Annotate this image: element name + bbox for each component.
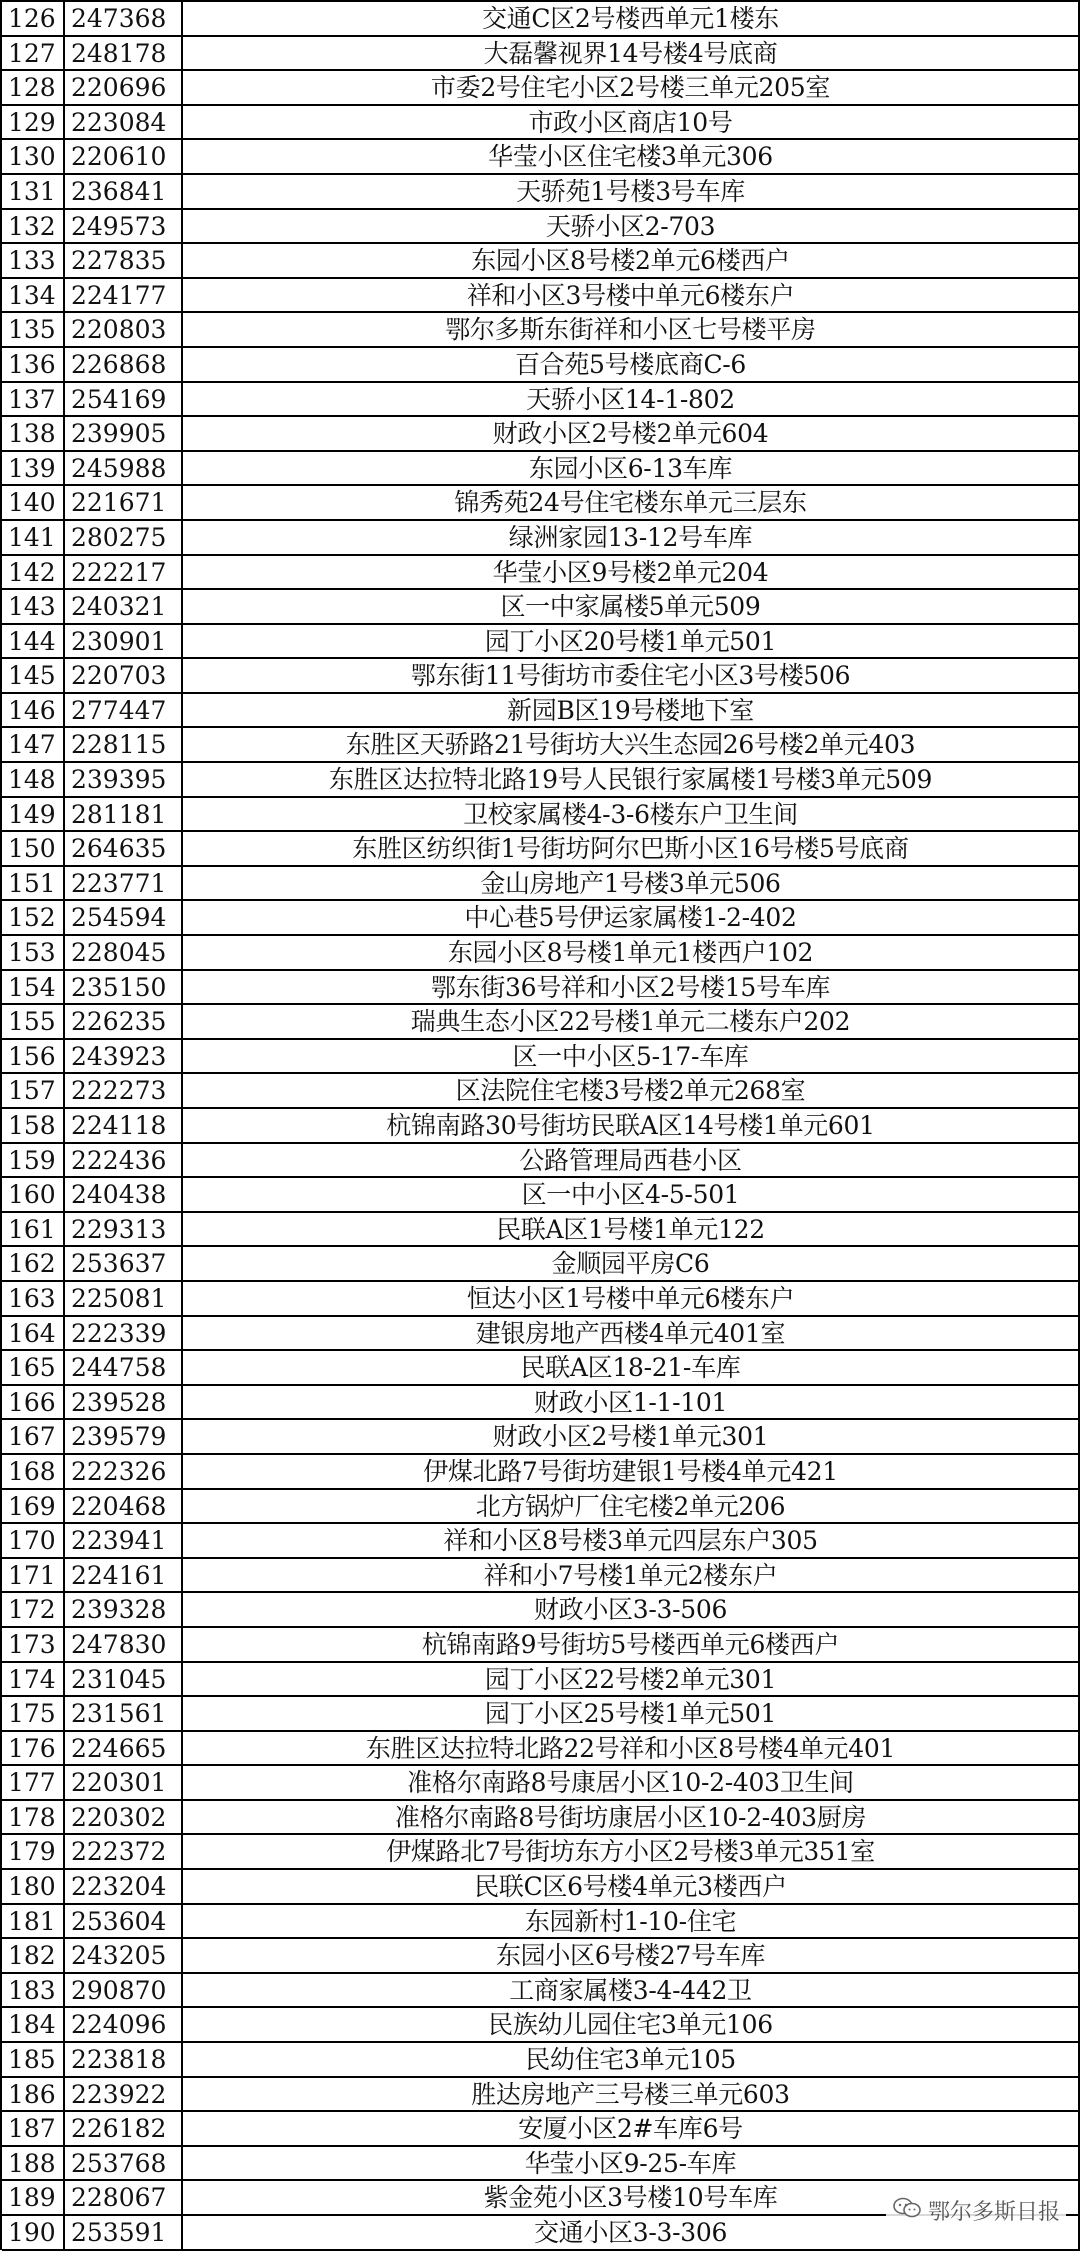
table-row bbox=[2, 2078, 1080, 2113]
table-row bbox=[2, 1282, 1080, 1317]
address-cell: 园丁小区20号楼1单元501 bbox=[183, 625, 1080, 658]
record-id-cell: 222217 bbox=[65, 556, 183, 589]
record-id-cell: 220610 bbox=[65, 140, 183, 173]
row-number-cell: 182 bbox=[2, 1939, 65, 1972]
address-cell: 东园小区6-13车库 bbox=[183, 452, 1080, 485]
row-number-cell: 184 bbox=[2, 2008, 65, 2041]
record-id-cell: 220696 bbox=[65, 71, 183, 104]
address-cell: 绿洲家园13-12号车库 bbox=[183, 521, 1080, 554]
address-cell: 华莹小区住宅楼3单元306 bbox=[183, 140, 1080, 173]
row-number-cell: 160 bbox=[2, 1178, 65, 1211]
row-number-cell: 170 bbox=[2, 1524, 65, 1557]
address-cell: 财政小区1-1-101 bbox=[183, 1386, 1080, 1419]
row-number-cell: 185 bbox=[2, 2043, 65, 2076]
table-row bbox=[2, 1905, 1080, 1940]
address-cell: 金山房地产1号楼3单元506 bbox=[183, 867, 1080, 900]
row-number-cell: 157 bbox=[2, 1074, 65, 1107]
table-row bbox=[2, 2147, 1080, 2182]
row-number-cell: 177 bbox=[2, 1766, 65, 1799]
row-number-cell: 168 bbox=[2, 1455, 65, 1488]
table-row bbox=[2, 971, 1080, 1006]
row-number-cell: 147 bbox=[2, 728, 65, 761]
table-row bbox=[2, 1420, 1080, 1455]
address-cell: 新园B区19号楼地下室 bbox=[183, 694, 1080, 727]
record-id-cell: 243205 bbox=[65, 1939, 183, 1972]
address-cell: 东胜区纺织街1号街坊阿尔巴斯小区16号楼5号底商 bbox=[183, 832, 1080, 865]
table-row bbox=[2, 383, 1080, 418]
table-row bbox=[2, 106, 1080, 141]
address-cell: 东胜区达拉特北路19号人民银行家属楼1号楼3单元509 bbox=[183, 763, 1080, 796]
table-row bbox=[2, 1213, 1080, 1248]
row-number-cell: 172 bbox=[2, 1593, 65, 1626]
row-number-cell: 186 bbox=[2, 2078, 65, 2111]
record-id-cell: 280275 bbox=[65, 521, 183, 554]
table-row bbox=[2, 590, 1080, 625]
table-row bbox=[2, 1109, 1080, 1144]
record-id-cell: 226235 bbox=[65, 1005, 183, 1038]
row-number-cell: 187 bbox=[2, 2112, 65, 2145]
record-id-cell: 240321 bbox=[65, 590, 183, 623]
record-id-cell: 231561 bbox=[65, 1697, 183, 1730]
row-number-cell: 127 bbox=[2, 37, 65, 70]
table-row bbox=[2, 1040, 1080, 1075]
address-cell: 财政小区2号楼2单元604 bbox=[183, 417, 1080, 450]
table-row bbox=[2, 1870, 1080, 1905]
address-cell: 民联C区6号楼4单元3楼西户 bbox=[183, 1870, 1080, 1903]
address-cell: 鄂东街11号街坊市委住宅小区3号楼506 bbox=[183, 659, 1080, 692]
table-row bbox=[2, 1005, 1080, 1040]
record-id-cell: 228045 bbox=[65, 936, 183, 969]
table-row bbox=[2, 2, 1080, 37]
address-cell: 华莹小区9-25-车库 bbox=[183, 2147, 1080, 2180]
row-number-cell: 180 bbox=[2, 1870, 65, 1903]
address-cell: 华莹小区9号楼2单元204 bbox=[183, 556, 1080, 589]
row-number-cell: 133 bbox=[2, 244, 65, 277]
address-cell: 园丁小区25号楼1单元501 bbox=[183, 1697, 1080, 1730]
row-number-cell: 128 bbox=[2, 71, 65, 104]
record-id-cell: 220468 bbox=[65, 1490, 183, 1523]
record-id-cell: 228115 bbox=[65, 728, 183, 761]
table-row bbox=[2, 175, 1080, 210]
record-id-cell: 249573 bbox=[65, 210, 183, 243]
address-cell: 区一中小区5-17-车库 bbox=[183, 1040, 1080, 1073]
address-cell: 区一中家属楼5单元509 bbox=[183, 590, 1080, 623]
record-id-cell: 228067 bbox=[65, 2181, 183, 2214]
row-number-cell: 165 bbox=[2, 1351, 65, 1384]
table-row bbox=[2, 244, 1080, 279]
row-number-cell: 153 bbox=[2, 936, 65, 969]
table-row bbox=[2, 1766, 1080, 1801]
address-cell: 恒达小区1号楼中单元6楼东户 bbox=[183, 1282, 1080, 1315]
row-number-cell: 154 bbox=[2, 971, 65, 1004]
record-id-cell: 223941 bbox=[65, 1524, 183, 1557]
table-row bbox=[2, 1732, 1080, 1767]
address-cell: 金顺园平房C6 bbox=[183, 1247, 1080, 1280]
record-id-cell: 225081 bbox=[65, 1282, 183, 1315]
address-cell: 大磊馨视界14号楼4号底商 bbox=[183, 37, 1080, 70]
row-number-cell: 164 bbox=[2, 1317, 65, 1350]
record-id-cell: 239528 bbox=[65, 1386, 183, 1419]
address-cell: 天骄苑1号楼3号车库 bbox=[183, 175, 1080, 208]
table-row bbox=[2, 348, 1080, 383]
row-number-cell: 175 bbox=[2, 1697, 65, 1730]
record-id-cell: 264635 bbox=[65, 832, 183, 865]
row-number-cell: 135 bbox=[2, 313, 65, 346]
address-cell: 祥和小区3号楼中单元6楼东户 bbox=[183, 279, 1080, 312]
address-cell: 杭锦南路30号街坊民联A区14号楼1单元601 bbox=[183, 1109, 1080, 1142]
table-row bbox=[2, 1351, 1080, 1386]
table-row bbox=[2, 763, 1080, 798]
row-number-cell: 130 bbox=[2, 140, 65, 173]
table-row bbox=[2, 867, 1080, 902]
record-id-cell: 223204 bbox=[65, 1870, 183, 1903]
address-cell: 伊煤路北7号街坊东方小区2号楼3单元351室 bbox=[183, 1835, 1080, 1868]
record-id-cell: 231045 bbox=[65, 1663, 183, 1696]
address-cell: 东胜区天骄路21号街坊大兴生态园26号楼2单元403 bbox=[183, 728, 1080, 761]
row-number-cell: 151 bbox=[2, 867, 65, 900]
row-number-cell: 156 bbox=[2, 1040, 65, 1073]
table-row bbox=[2, 625, 1080, 660]
table-row bbox=[2, 279, 1080, 314]
record-id-cell: 223771 bbox=[65, 867, 183, 900]
table-row bbox=[2, 1835, 1080, 1870]
address-cell: 天骄小区2-703 bbox=[183, 210, 1080, 243]
row-number-cell: 143 bbox=[2, 590, 65, 623]
record-id-cell: 220803 bbox=[65, 313, 183, 346]
record-id-cell: 245988 bbox=[65, 452, 183, 485]
address-cell: 杭锦南路9号街坊5号楼西单元6楼西户 bbox=[183, 1628, 1080, 1661]
table-row bbox=[2, 2112, 1080, 2147]
table-row bbox=[2, 313, 1080, 348]
record-id-cell: 290870 bbox=[65, 1974, 183, 2007]
table-row bbox=[2, 1559, 1080, 1594]
row-number-cell: 173 bbox=[2, 1628, 65, 1661]
record-id-cell: 277447 bbox=[65, 694, 183, 727]
row-number-cell: 145 bbox=[2, 659, 65, 692]
table-row bbox=[2, 1974, 1080, 2009]
row-number-cell: 144 bbox=[2, 625, 65, 658]
record-id-cell: 248178 bbox=[65, 37, 183, 70]
record-id-cell: 239579 bbox=[65, 1420, 183, 1453]
table-row bbox=[2, 901, 1080, 936]
address-cell: 鄂东街36号祥和小区2号楼15号车库 bbox=[183, 971, 1080, 1004]
table-row bbox=[2, 1178, 1080, 1213]
address-cell: 东胜区达拉特北路22号祥和小区8号楼4单元401 bbox=[183, 1732, 1080, 1765]
table-row bbox=[2, 936, 1080, 971]
table-row bbox=[2, 1455, 1080, 1490]
row-number-cell: 162 bbox=[2, 1247, 65, 1280]
table-row bbox=[2, 452, 1080, 487]
row-number-cell: 148 bbox=[2, 763, 65, 796]
address-cell: 祥和小7号楼1单元2楼东户 bbox=[183, 1559, 1080, 1592]
record-id-cell: 220703 bbox=[65, 659, 183, 692]
row-number-cell: 155 bbox=[2, 1005, 65, 1038]
row-number-cell: 138 bbox=[2, 417, 65, 450]
record-id-cell: 222436 bbox=[65, 1144, 183, 1177]
row-number-cell: 136 bbox=[2, 348, 65, 381]
table-row bbox=[2, 694, 1080, 729]
table-row bbox=[2, 140, 1080, 175]
row-number-cell: 139 bbox=[2, 452, 65, 485]
wechat-icon bbox=[892, 2196, 922, 2226]
address-cell: 工商家属楼3-4-442卫 bbox=[183, 1974, 1080, 2007]
address-cell: 卫校家属楼4-3-6楼东户卫生间 bbox=[183, 798, 1080, 831]
address-cell: 伊煤北路7号街坊建银1号楼4单元421 bbox=[183, 1455, 1080, 1488]
row-number-cell: 140 bbox=[2, 486, 65, 519]
address-cell: 民族幼儿园住宅3单元106 bbox=[183, 2008, 1080, 2041]
record-id-cell: 224118 bbox=[65, 1109, 183, 1142]
row-number-cell: 149 bbox=[2, 798, 65, 831]
address-cell: 瑞典生态小区22号楼1单元二楼东户202 bbox=[183, 1005, 1080, 1038]
row-number-cell: 129 bbox=[2, 106, 65, 139]
record-id-cell: 239328 bbox=[65, 1593, 183, 1626]
address-cell: 鄂尔多斯东街祥和小区七号楼平房 bbox=[183, 313, 1080, 346]
address-cell: 东园小区8号楼2单元6楼西户 bbox=[183, 244, 1080, 277]
table-row bbox=[2, 659, 1080, 694]
table-row bbox=[2, 556, 1080, 591]
table-row bbox=[2, 210, 1080, 245]
row-number-cell: 131 bbox=[2, 175, 65, 208]
table-row bbox=[2, 1490, 1080, 1525]
address-cell: 东园小区8号楼1单元1楼西户102 bbox=[183, 936, 1080, 969]
table-row bbox=[2, 486, 1080, 521]
address-cell: 民联A区1号楼1单元122 bbox=[183, 1213, 1080, 1246]
address-cell: 准格尔南路8号康居小区10-2-403卫生间 bbox=[183, 1766, 1080, 1799]
address-cell: 中心巷5号伊运家属楼1-2-402 bbox=[183, 901, 1080, 934]
record-id-cell: 253768 bbox=[65, 2147, 183, 2180]
row-number-cell: 146 bbox=[2, 694, 65, 727]
record-id-cell: 223084 bbox=[65, 106, 183, 139]
row-number-cell: 159 bbox=[2, 1144, 65, 1177]
address-cell: 园丁小区22号楼2单元301 bbox=[183, 1663, 1080, 1696]
watermark-text: 鄂尔多斯日报 bbox=[927, 2200, 1060, 2225]
row-number-cell: 178 bbox=[2, 1801, 65, 1834]
record-id-cell: 253591 bbox=[65, 2216, 183, 2249]
record-id-cell: 253637 bbox=[65, 1247, 183, 1280]
address-cell: 民幼住宅3单元105 bbox=[183, 2043, 1080, 2076]
row-number-cell: 161 bbox=[2, 1213, 65, 1246]
table-row bbox=[2, 1144, 1080, 1179]
address-cell: 祥和小区8号楼3单元四层东户305 bbox=[183, 1524, 1080, 1557]
record-id-cell: 239395 bbox=[65, 763, 183, 796]
address-cell: 民联A区18-21-车库 bbox=[183, 1351, 1080, 1384]
record-id-cell: 222326 bbox=[65, 1455, 183, 1488]
address-cell: 建银房地产西楼4单元401室 bbox=[183, 1317, 1080, 1350]
table-row bbox=[2, 37, 1080, 72]
row-number-cell: 150 bbox=[2, 832, 65, 865]
row-number-cell: 126 bbox=[2, 2, 65, 35]
row-number-cell: 176 bbox=[2, 1732, 65, 1765]
table-row bbox=[2, 417, 1080, 452]
record-id-cell: 235150 bbox=[65, 971, 183, 1004]
record-id-cell: 224161 bbox=[65, 1559, 183, 1592]
record-id-cell: 223922 bbox=[65, 2078, 183, 2111]
row-number-cell: 152 bbox=[2, 901, 65, 934]
address-cell: 东园新村1-10-住宅 bbox=[183, 1905, 1080, 1938]
record-id-cell: 281181 bbox=[65, 798, 183, 831]
address-cell: 安厦小区2#车库6号 bbox=[183, 2112, 1080, 2145]
row-number-cell: 183 bbox=[2, 1974, 65, 2007]
watermark bbox=[886, 2193, 1066, 2228]
table-row bbox=[2, 1524, 1080, 1559]
address-cell: 胜达房地产三号楼三单元603 bbox=[183, 2078, 1080, 2111]
record-id-cell: 240438 bbox=[65, 1178, 183, 1211]
row-number-cell: 169 bbox=[2, 1490, 65, 1523]
table-row bbox=[2, 1593, 1080, 1628]
record-id-cell: 224096 bbox=[65, 2008, 183, 2041]
address-cell: 财政小区2号楼1单元301 bbox=[183, 1420, 1080, 1453]
address-cell: 天骄小区14-1-802 bbox=[183, 383, 1080, 416]
record-id-cell: 224665 bbox=[65, 1732, 183, 1765]
record-id-cell: 222273 bbox=[65, 1074, 183, 1107]
record-id-cell: 222372 bbox=[65, 1835, 183, 1868]
row-number-cell: 174 bbox=[2, 1663, 65, 1696]
record-id-cell: 226868 bbox=[65, 348, 183, 381]
record-id-cell: 226182 bbox=[65, 2112, 183, 2145]
table-row bbox=[2, 1663, 1080, 1698]
table-row bbox=[2, 1247, 1080, 1282]
record-id-cell: 229313 bbox=[65, 1213, 183, 1246]
address-cell: 区法院住宅楼3号楼2单元268室 bbox=[183, 1074, 1080, 1107]
row-number-cell: 141 bbox=[2, 521, 65, 554]
table-row bbox=[2, 1317, 1080, 1352]
table-row bbox=[2, 728, 1080, 763]
address-cell: 区一中小区4-5-501 bbox=[183, 1178, 1080, 1211]
address-cell: 交通C区2号楼西单元1楼东 bbox=[183, 2, 1080, 35]
record-id-cell: 254169 bbox=[65, 383, 183, 416]
record-id-cell: 239905 bbox=[65, 417, 183, 450]
table-row bbox=[2, 521, 1080, 556]
record-id-cell: 222339 bbox=[65, 1317, 183, 1350]
row-number-cell: 190 bbox=[2, 2216, 65, 2249]
address-cell: 交通小区3-3-306 bbox=[183, 2216, 1080, 2249]
address-cell: 市政小区商店10号 bbox=[183, 106, 1080, 139]
table-row bbox=[2, 798, 1080, 833]
table-row bbox=[2, 1074, 1080, 1109]
address-cell: 百合苑5号楼底商C-6 bbox=[183, 348, 1080, 381]
record-id-cell: 220301 bbox=[65, 1766, 183, 1799]
address-cell: 锦秀苑24号住宅楼东单元三层东 bbox=[183, 486, 1080, 519]
address-cell: 财政小区3-3-506 bbox=[183, 1593, 1080, 1626]
record-id-cell: 236841 bbox=[65, 175, 183, 208]
record-id-cell: 247830 bbox=[65, 1628, 183, 1661]
address-cell: 市委2号住宅小区2号楼三单元205室 bbox=[183, 71, 1080, 104]
table-row bbox=[2, 1628, 1080, 1663]
record-id-cell: 223818 bbox=[65, 2043, 183, 2076]
record-id-cell: 227835 bbox=[65, 244, 183, 277]
row-number-cell: 166 bbox=[2, 1386, 65, 1419]
row-number-cell: 171 bbox=[2, 1559, 65, 1592]
row-number-cell: 142 bbox=[2, 556, 65, 589]
record-id-cell: 220302 bbox=[65, 1801, 183, 1834]
row-number-cell: 189 bbox=[2, 2181, 65, 2214]
record-id-cell: 247368 bbox=[65, 2, 183, 35]
table-row bbox=[2, 2008, 1080, 2043]
table-row bbox=[2, 1801, 1080, 1836]
row-number-cell: 158 bbox=[2, 1109, 65, 1142]
table-row bbox=[2, 71, 1080, 106]
address-cell: 紫金苑小区3号楼10号车库 bbox=[183, 2181, 1080, 2214]
record-id-cell: 244758 bbox=[65, 1351, 183, 1384]
row-number-cell: 132 bbox=[2, 210, 65, 243]
table-row bbox=[2, 1386, 1080, 1421]
row-number-cell: 167 bbox=[2, 1420, 65, 1453]
row-number-cell: 179 bbox=[2, 1835, 65, 1868]
address-cell: 公路管理局西巷小区 bbox=[183, 1144, 1080, 1177]
row-number-cell: 137 bbox=[2, 383, 65, 416]
table-row bbox=[2, 1939, 1080, 1974]
record-id-cell: 253604 bbox=[65, 1905, 183, 1938]
address-cell: 北方锅炉厂住宅楼2单元206 bbox=[183, 1490, 1080, 1523]
address-cell: 准格尔南路8号街坊康居小区10-2-403厨房 bbox=[183, 1801, 1080, 1834]
table-row bbox=[2, 832, 1080, 867]
record-id-cell: 254594 bbox=[65, 901, 183, 934]
table-row bbox=[2, 2043, 1080, 2078]
record-id-cell: 224177 bbox=[65, 279, 183, 312]
row-number-cell: 163 bbox=[2, 1282, 65, 1315]
record-id-cell: 221671 bbox=[65, 486, 183, 519]
address-cell: 东园小区6号楼27号车库 bbox=[183, 1939, 1080, 1972]
record-id-cell: 243923 bbox=[65, 1040, 183, 1073]
row-number-cell: 188 bbox=[2, 2147, 65, 2180]
table-row bbox=[2, 1697, 1080, 1732]
row-number-cell: 134 bbox=[2, 279, 65, 312]
row-number-cell: 181 bbox=[2, 1905, 65, 1938]
record-id-cell: 230901 bbox=[65, 625, 183, 658]
